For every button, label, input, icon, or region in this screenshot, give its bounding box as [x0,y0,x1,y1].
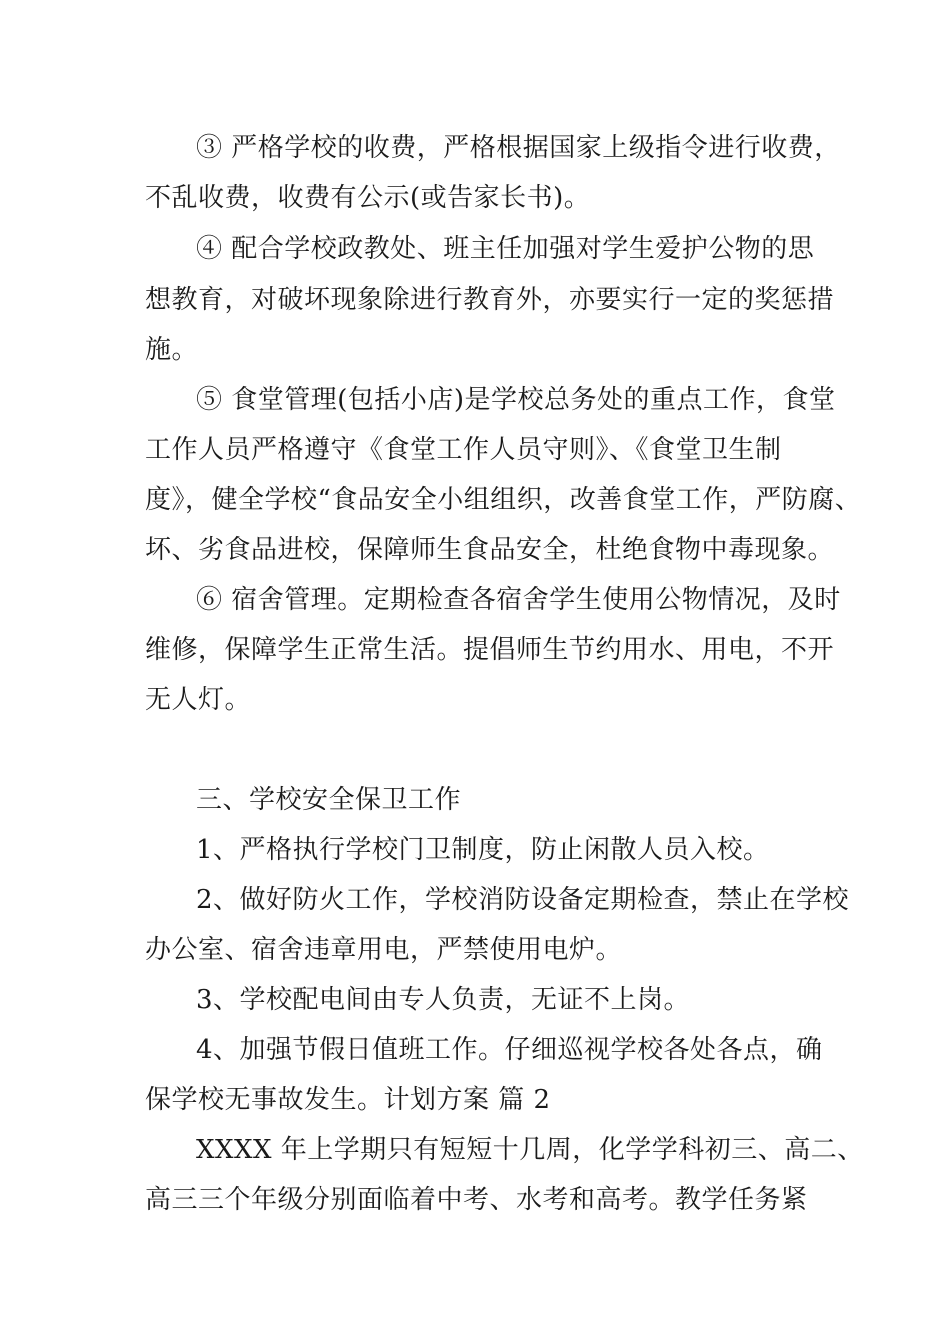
text-line: 度》，健全学校“食品安全小组组织，改善食堂工作，严防腐、 [145,485,862,515]
text-line: ⑤ 食堂管理(包括小店)是学校总务处的重点工作，食堂 [196,385,836,415]
text-line: 保学校无事故发生。计划方案 篇 2 [145,1085,551,1115]
text-line: 施。 [145,335,199,365]
text-line: 维修，保障学生正常生活。提倡师生节约用水、用电，不开 [145,635,835,665]
text-line: 想教育，对破坏现象除进行教育外，亦要实行一定的奖惩措 [145,285,835,315]
text-line: ③ 严格学校的收费，严格根据国家上级指令进行收费， [196,133,841,163]
text-line: 3、学校配电间由专人负责，无证不上岗。 [196,985,691,1015]
text-line: 无人灯。 [145,685,252,715]
text-line: 1、严格执行学校门卫制度，防止闲散人员入校。 [196,835,770,865]
text-line: 办公室、宿舍违章用电，严禁使用电炉。 [145,935,623,965]
text-line: 高三三个年级分别面临着中考、水考和高考。教学任务紧 [145,1185,808,1215]
text-line: 不乱收费，收费有公示(或告家长书)。 [145,183,591,213]
text-line: 坏、劣食品进校，保障师生食品安全，杜绝食物中毒现象。 [145,535,835,565]
text-line: ⑥ 宿舍管理。定期检查各宿舍学生使用公物情况，及时 [196,585,841,615]
text-line: XXXX 年上学期只有短短十几周，化学学科初三、高二、 [196,1135,864,1165]
text-line: 4、加强节假日值班工作。仔细巡视学校各处各点，确 [196,1035,823,1065]
section-heading: 三、学校安全保卫工作 [196,785,462,815]
text-line: 工作人员严格遵守《食堂工作人员守则》、《食堂卫生制 [145,435,782,465]
text-line: ④ 配合学校政教处、班主任加强对学生爱护公物的思 [196,234,815,264]
text-line: 2、做好防火工作，学校消防设备定期检查，禁止在学校 [196,885,850,915]
